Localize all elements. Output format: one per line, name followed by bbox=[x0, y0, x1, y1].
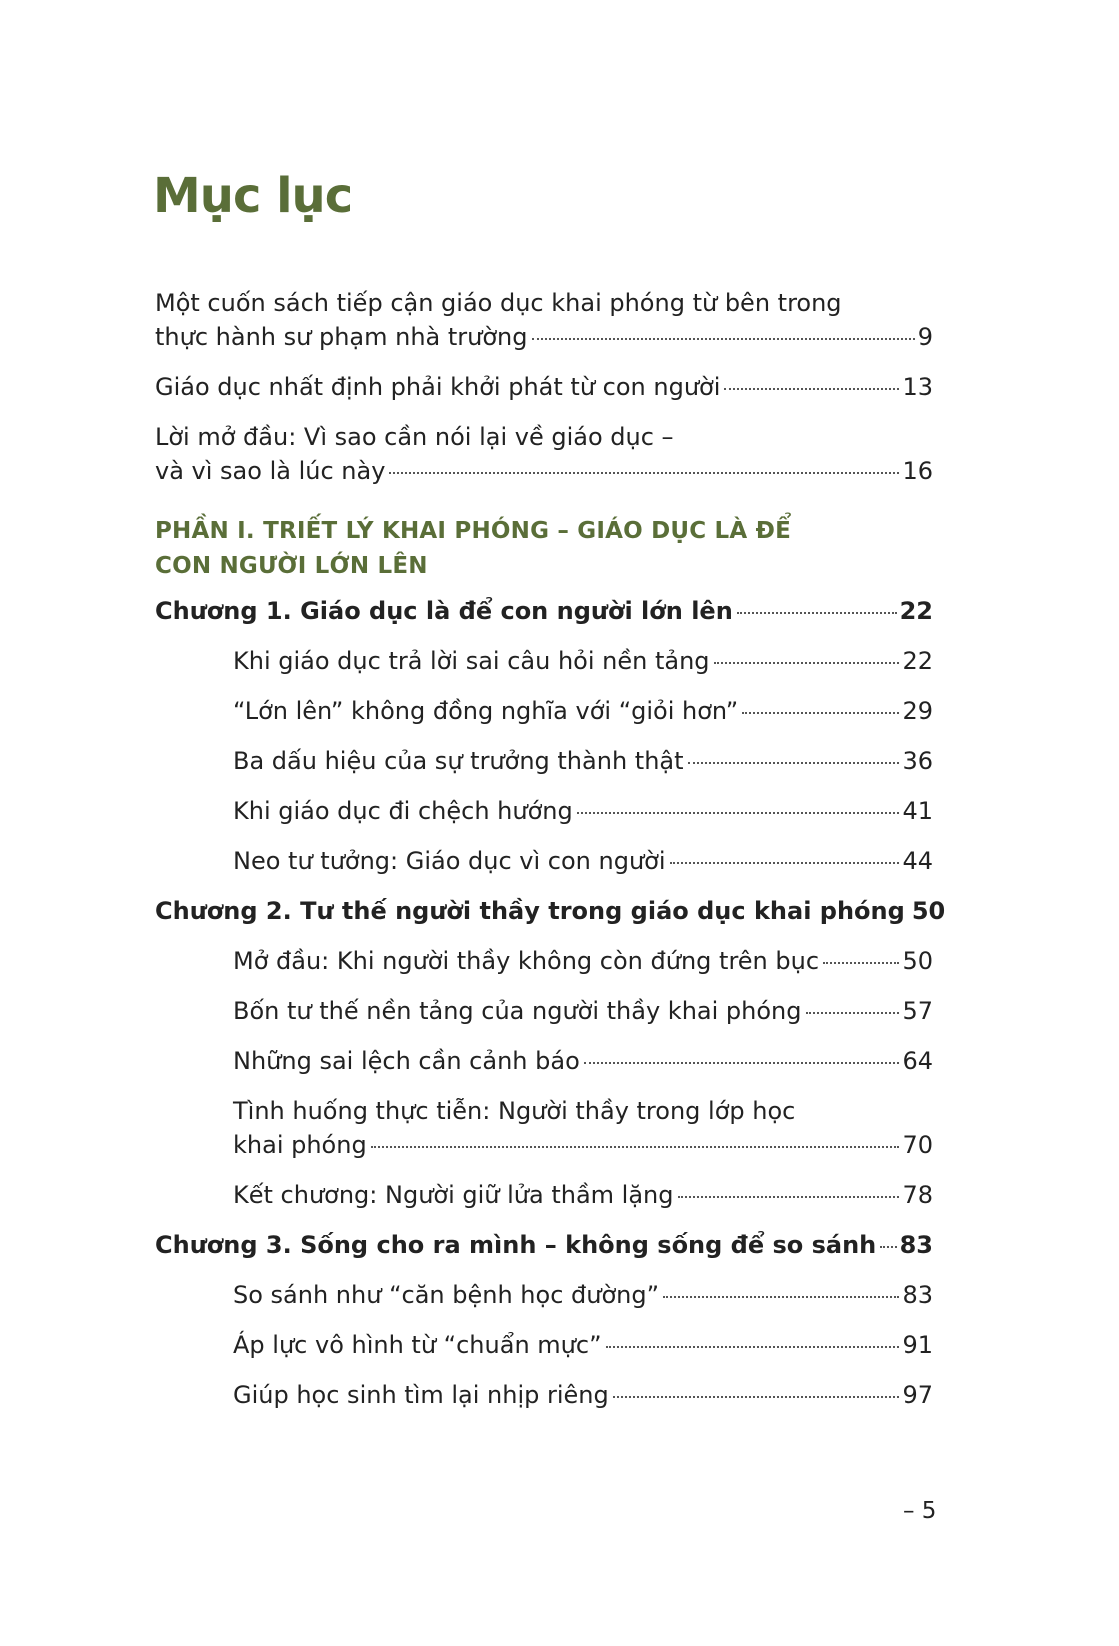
toc-entry-text: thực hành sư phạm nhà trường bbox=[155, 323, 528, 351]
section-entry bbox=[233, 1328, 933, 1362]
part-heading-line1: PHẦN I. TRIẾT LÝ KHAI PHÓNG – GIÁO DỤC LÀ ĐỂ bbox=[155, 518, 791, 544]
dot-leader bbox=[389, 472, 899, 474]
toc-page-number: 70 bbox=[902, 1131, 933, 1159]
toc-page-number: 13 bbox=[902, 373, 933, 401]
dot-leader bbox=[737, 612, 897, 614]
toc-entry-line1: Một cuốn sách tiếp cận giáo dục khai phóng từ bên trong bbox=[155, 289, 842, 317]
section-title: “Lớn lên” không đồng nghĩa với “giỏi hơn” bbox=[233, 697, 739, 725]
toc-entry bbox=[155, 370, 933, 404]
section-entry bbox=[233, 794, 933, 828]
section-entry bbox=[233, 744, 933, 778]
section-title-line1: Tình huống thực tiễn: Người thầy trong lớp học bbox=[233, 1097, 796, 1125]
section-entry bbox=[233, 1178, 933, 1212]
dot-leader bbox=[613, 1396, 900, 1398]
toc-page-number: 9 bbox=[917, 323, 933, 351]
section-entry bbox=[233, 1044, 933, 1078]
dot-leader bbox=[663, 1296, 899, 1298]
page-number: – 5 bbox=[903, 1498, 937, 1524]
section-title: Giúp học sinh tìm lại nhịp riêng bbox=[233, 1381, 609, 1409]
section-entry bbox=[233, 994, 933, 1028]
dot-leader bbox=[688, 762, 900, 764]
section-title: khai phóng bbox=[233, 1131, 367, 1159]
section-entry bbox=[233, 1378, 933, 1412]
section-title: Áp lực vô hình từ “chuẩn mực” bbox=[233, 1331, 602, 1359]
toc-page-number: 36 bbox=[902, 747, 933, 775]
toc-page-number: 57 bbox=[902, 997, 933, 1025]
toc-entry-line1: Lời mở đầu: Vì sao cần nói lại về giáo dục – bbox=[155, 423, 674, 451]
section-title: Bốn tư thế nền tảng của người thầy khai phóng bbox=[233, 997, 802, 1025]
section-title: Khi giáo dục đi chệch hướng bbox=[233, 797, 573, 825]
toc-page-number: 50 bbox=[911, 897, 946, 925]
toc-page-number: 22 bbox=[899, 597, 933, 625]
toc-entry bbox=[155, 420, 933, 488]
dot-leader bbox=[880, 1246, 896, 1248]
dot-leader bbox=[714, 662, 900, 664]
dot-leader bbox=[823, 962, 899, 964]
dot-leader bbox=[584, 1062, 900, 1064]
toc-page-number: 83 bbox=[899, 1231, 933, 1259]
toc-page-number: 78 bbox=[902, 1181, 933, 1209]
chapter-entry bbox=[155, 894, 946, 928]
toc-page-number: 29 bbox=[902, 697, 933, 725]
dot-leader bbox=[724, 388, 899, 390]
toc-page-number: 50 bbox=[902, 947, 933, 975]
dot-leader bbox=[532, 338, 915, 340]
dot-leader bbox=[806, 1012, 900, 1014]
section-title: Mở đầu: Khi người thầy không còn đứng trên bục bbox=[233, 947, 820, 975]
section-title: Khi giáo dục trả lời sai câu hỏi nền tảng bbox=[233, 647, 710, 675]
section-title: Ba dấu hiệu của sự trưởng thành thật bbox=[233, 747, 684, 775]
section-entry bbox=[233, 1278, 933, 1312]
section-title: Kết chương: Người giữ lửa thầm lặng bbox=[233, 1181, 674, 1209]
dot-leader bbox=[678, 1196, 900, 1198]
section-entry bbox=[233, 844, 933, 878]
toc-entry-text: và vì sao là lúc này bbox=[155, 457, 386, 485]
table-of-contents bbox=[155, 286, 946, 1428]
section-entry bbox=[233, 1094, 933, 1162]
toc-page-number: 41 bbox=[902, 797, 933, 825]
dot-leader bbox=[577, 812, 900, 814]
toc-entry-text: Giáo dục nhất định phải khởi phát từ con người bbox=[155, 373, 721, 401]
toc-page-number: 44 bbox=[902, 847, 933, 875]
toc-page-number: 83 bbox=[902, 1281, 933, 1309]
section-entry bbox=[233, 694, 933, 728]
chapter-title: Chương 1. Giáo dục là để con người lớn lên bbox=[155, 597, 733, 625]
section-entry bbox=[233, 944, 933, 978]
section-title: Những sai lệch cần cảnh báo bbox=[233, 1047, 580, 1075]
toc-entry bbox=[155, 286, 933, 354]
part-heading bbox=[155, 514, 933, 584]
chapter-title: Chương 3. Sống cho ra mình – không sống để so sánh bbox=[155, 1231, 877, 1259]
part-heading-line2: CON NGƯỜI LỚN LÊN bbox=[155, 553, 428, 579]
dot-leader bbox=[742, 712, 899, 714]
toc-page-number: 16 bbox=[902, 457, 933, 485]
chapter-entry bbox=[155, 594, 933, 628]
dot-leader bbox=[670, 862, 900, 864]
dot-leader bbox=[371, 1146, 900, 1148]
section-title: So sánh như “căn bệnh học đường” bbox=[233, 1281, 660, 1309]
section-entry bbox=[233, 644, 933, 678]
dot-leader bbox=[606, 1346, 900, 1348]
chapter-title: Chương 2. Tư thế người thầy trong giáo dục khai phóng bbox=[155, 897, 905, 925]
section-title: Neo tư tưởng: Giáo dục vì con người bbox=[233, 847, 666, 875]
chapter-entry bbox=[155, 1228, 933, 1262]
page-title: Mục lục bbox=[153, 168, 353, 224]
toc-page-number: 97 bbox=[902, 1381, 933, 1409]
toc-page-number: 22 bbox=[902, 647, 933, 675]
toc-page-number: 91 bbox=[902, 1331, 933, 1359]
toc-page-number: 64 bbox=[902, 1047, 933, 1075]
